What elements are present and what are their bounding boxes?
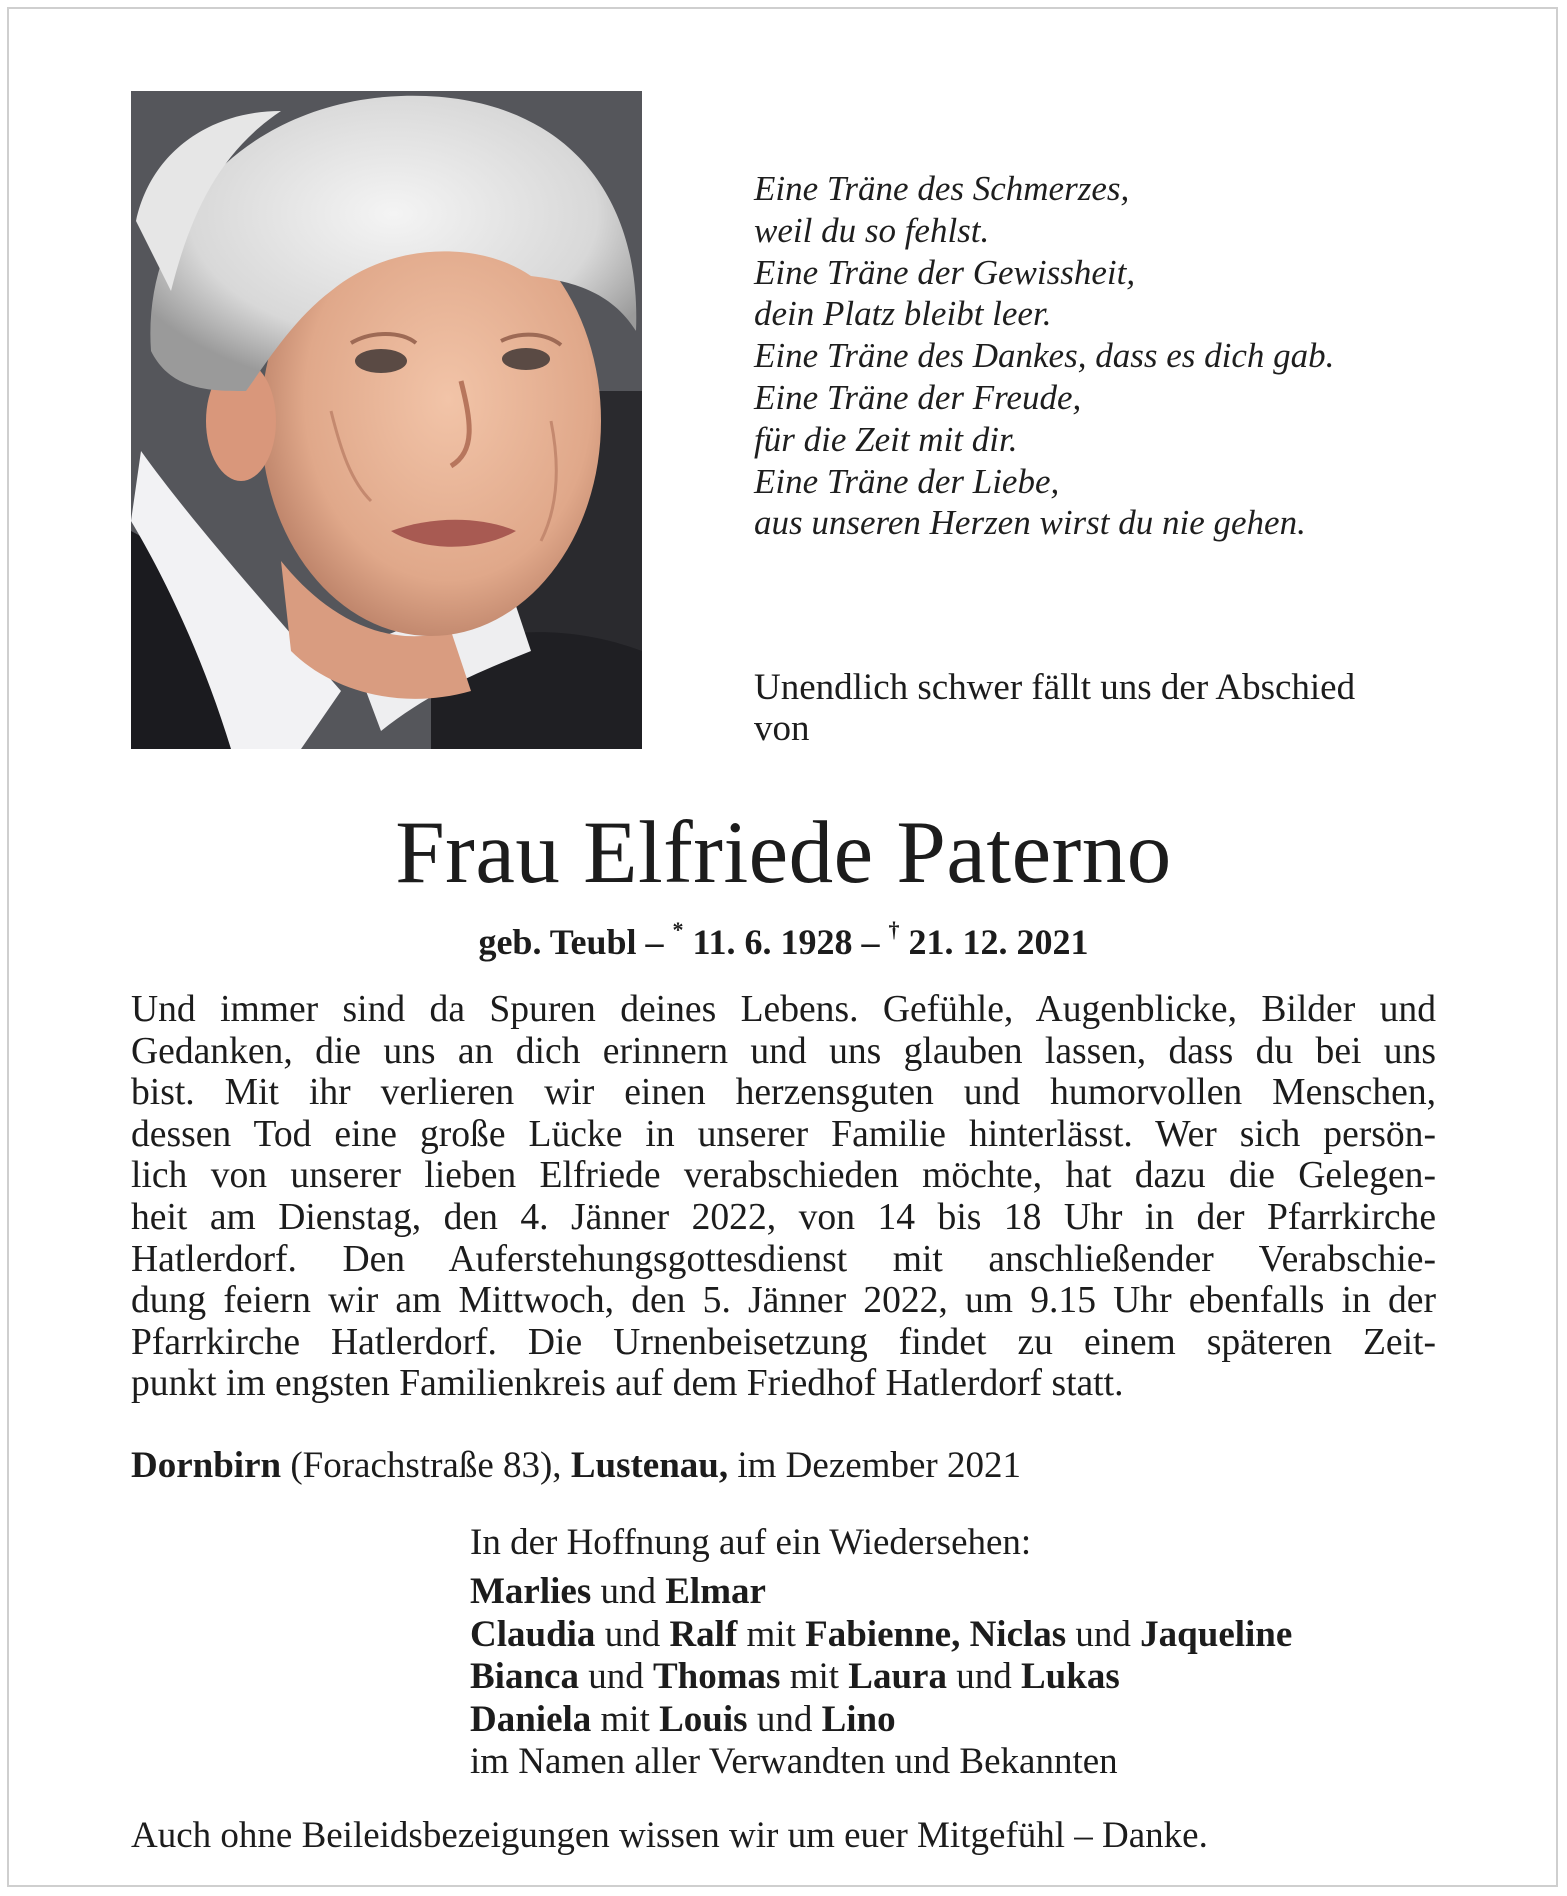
poem-line: Eine Träne der Gewissheit,	[754, 252, 1136, 292]
body-line: heit am Dienstag, den 4. Jänner 2022, von 14 bis 18 Uhr in der Pfarrkirche	[131, 1196, 1436, 1238]
conjunction: und	[747, 1698, 822, 1740]
portrait-photo-icon	[131, 91, 642, 749]
family-name: Claudia	[470, 1613, 596, 1655]
family-name: Fabienne, Niclas	[805, 1613, 1067, 1655]
hope-line: In der Hoffnung auf ein Wiedersehen:	[470, 1522, 1032, 1563]
birth-symbol: *	[672, 917, 684, 942]
family-row	[470, 1656, 1530, 1699]
closing-line: Auch ohne Beileidsbezeigungen wissen wir um euer Mitgefühl – Danke.	[131, 1815, 1208, 1856]
city-lustenau: Lustenau,	[570, 1445, 729, 1486]
birth-name: geb. Teubl	[478, 922, 637, 962]
conjunction: mit	[737, 1613, 806, 1655]
city-dornbirn: Dornbirn	[131, 1445, 282, 1486]
poem-line: aus unseren Herzen wirst du nie gehen.	[754, 503, 1306, 543]
dash: –	[852, 922, 889, 962]
body-line: Gedanken, die uns an dich erinnern und uns glauben lassen, dass du bei uns	[131, 1030, 1436, 1072]
family-name: Bianca	[470, 1656, 579, 1697]
address: (Forachstraße 83),	[281, 1445, 571, 1486]
family-name: Marlies	[470, 1571, 592, 1612]
poem-line: Eine Träne des Dankes, dass es dich gab.	[754, 336, 1335, 376]
body-line: punkt im engsten Familienkreis auf dem Friedhof Hatlerdorf statt.	[131, 1363, 1124, 1405]
family-name: Lukas	[1020, 1656, 1120, 1697]
conjunction: mit	[591, 1698, 660, 1740]
family-name: Daniela	[470, 1698, 592, 1740]
notice-body	[131, 989, 1436, 1405]
poem-line: Eine Träne der Freude,	[754, 377, 1082, 417]
family-name: Laura	[848, 1656, 947, 1697]
poem-line: Eine Träne der Liebe,	[754, 461, 1060, 501]
portrait-photo	[131, 91, 642, 749]
body-line: dung feiern wir am Mittwoch, den 5. Jänner 2022, um 9.15 Uhr ebenfalls in der	[131, 1280, 1436, 1322]
family-row: im Namen aller Verwandten und Bekannten	[470, 1741, 1118, 1782]
birth-date: 11. 6. 1928	[683, 922, 853, 962]
conjunction: und	[595, 1613, 670, 1655]
place-and-date	[131, 1444, 1431, 1488]
dash: –	[636, 922, 673, 962]
intro-line: von	[754, 708, 810, 749]
body-line: lich von unserer lieben Elfriede verabschieden möchte, hat dazu die Gelegen-	[131, 1155, 1436, 1197]
body-line: Hatlerdorf. Den Auferstehungsgottesdienst mit anschließender Verabschie-	[131, 1238, 1436, 1280]
family-name: Louis	[659, 1698, 748, 1740]
family-name: Thomas	[652, 1656, 781, 1697]
intro-line: Unendlich schwer fällt uns der Abschied	[754, 667, 1356, 708]
life-dates	[0, 917, 1567, 964]
conjunction: und	[578, 1656, 653, 1697]
body-line: bist. Mit ihr verlieren wir einen herzensguten und humorvollen Menschen,	[131, 1072, 1436, 1114]
family-name: Elmar	[665, 1571, 766, 1612]
family-name: Lino	[821, 1698, 896, 1740]
poem-line: weil du so fehlst.	[754, 210, 990, 250]
body-line: dessen Tod eine große Lücke in unserer Familie hinterlässt. Wer sich persön-	[131, 1113, 1436, 1155]
death-symbol: †	[888, 917, 900, 942]
conjunction: und	[1066, 1613, 1141, 1655]
death-date: 21. 12. 2021	[899, 922, 1089, 962]
body-line: Und immer sind da Spuren deines Lebens. Gefühle, Augenblicke, Bilder und	[131, 989, 1436, 1030]
family-list	[470, 1571, 1530, 1784]
family-row	[470, 1699, 1530, 1742]
conjunction: und	[946, 1656, 1021, 1697]
poem	[754, 168, 1474, 544]
deceased-name: Frau Elfriede Paterno	[395, 804, 1172, 902]
poem-line: dein Platz bleibt leer.	[754, 294, 1052, 334]
conjunction: mit	[780, 1656, 849, 1697]
poem-line: für die Zeit mit dir.	[754, 419, 1018, 459]
body-line: Pfarrkirche Hatlerdorf. Die Urnenbeisetzung findet zu einem späteren Zeit-	[131, 1321, 1436, 1363]
conjunction: und	[591, 1571, 666, 1612]
family-row	[470, 1614, 1530, 1657]
intro-text	[754, 667, 1474, 749]
poem-line: Eine Träne des Schmerzes,	[754, 169, 1130, 208]
family-name: Ralf	[669, 1613, 738, 1655]
family-row	[470, 1571, 1530, 1614]
notice-date: im Dezember 2021	[728, 1445, 1021, 1486]
family-name: Jaqueline	[1140, 1613, 1293, 1655]
